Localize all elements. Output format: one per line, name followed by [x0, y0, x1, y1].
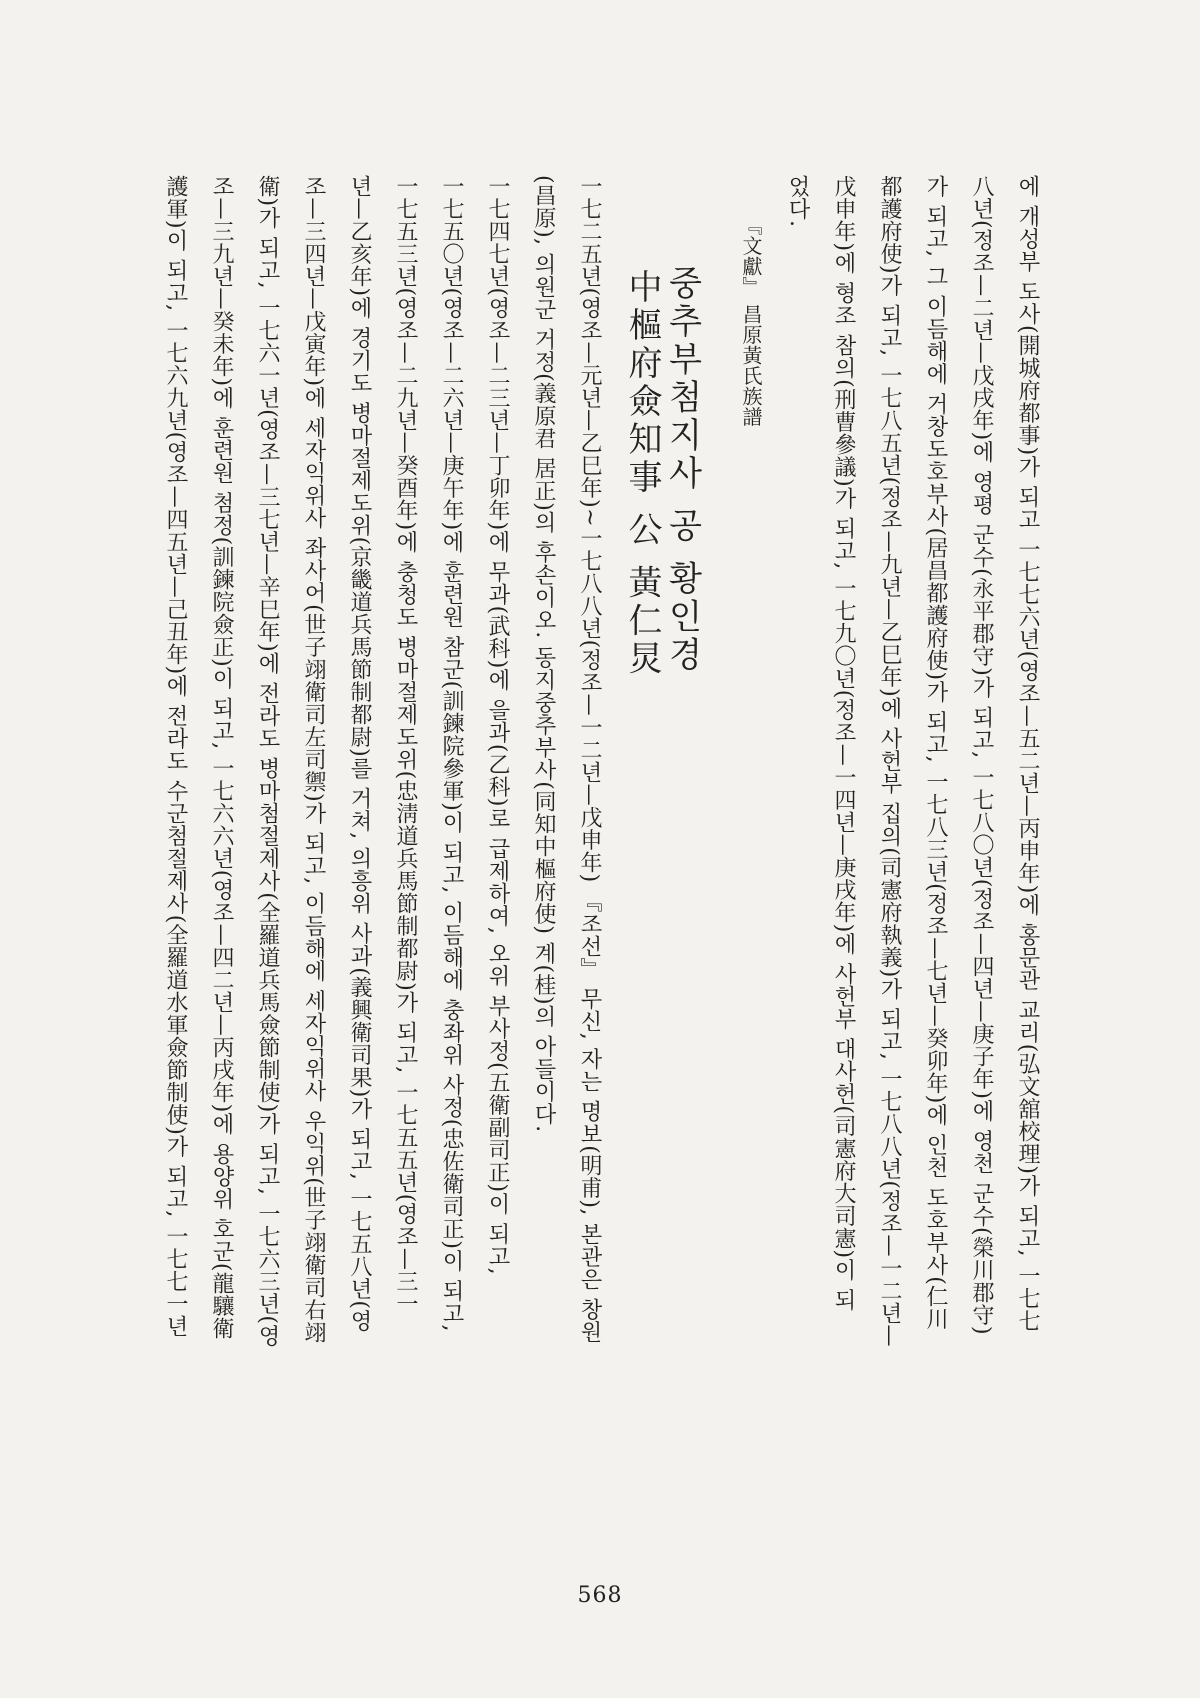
body-line: 一七五〇년(영조—二六년—庚午年)에 훈련원 참군(訓鍊院參軍)이 되고, 이듬해에 충좌위 사정(忠佐衛司正)이 되고,	[439, 175, 464, 1332]
body-line: 년—乙亥年)에 경기도 병마절제도위(京畿道兵馬節制都尉)를 거쳐, 의흥위 사과(義興衛司果)가 되고, 一七五八년(영	[347, 175, 372, 1332]
body-line: 一七五三년(영조—二九년—癸酉年)에 충청도 병마절제도위(忠淸道兵馬節制都尉)가 되고, 一七五五년(영조—三一	[393, 175, 418, 1316]
source-citation: 『文獻』 昌原黃氏族譜	[739, 215, 763, 427]
body-line: (昌原), 의원군 거정(義原君 居正)의 후손이오. 동지중추부사(同知中樞府使) 계(桂)의 아들이다.	[531, 175, 556, 1133]
vertical-text-block	[152, 175, 1050, 1515]
body-line: 가 되고, 그 이듬해에 거창도호부사(居昌都護府使)가 되고, 一七八三년(정조—七년—癸卯年)에 인천 도호부사(仁川	[923, 175, 948, 1331]
page-number: 568	[577, 1583, 623, 1608]
body-line: 에 개성부 도사(開城府都事)가 되고 一七七六년(영조—五二년—丙申年)에 홍문관 교리(弘文舘校理)가 되고, 一七七	[1015, 175, 1040, 1332]
section-title-hanja: 中樞府僉知事 公 黃仁炅	[622, 269, 662, 679]
body-line: 었다.	[785, 175, 810, 228]
body-line: 都護府使)가 되고, 一七八五년(정조—九년—乙巳年)에 사헌부 집의(司憲府執義)가 되고, 一七八八년(정조—一二년—	[877, 175, 902, 1347]
body-line: 衛)가 되고, 一七六一년(영조—三七년—辛巳年)에 전라도 병마첨절제사(全羅道兵馬僉節制使)가 되고, 一七六三년(영	[255, 175, 280, 1347]
body-line: 八년(정조—二년—戊戌年)에 영평 군수(永平郡守)가 되고, 一七八〇년(정조—四년—庚子年)에 영천 군수(榮川郡守)	[969, 175, 994, 1336]
body-line: 戊申年)에 형조 참의(刑曹參議)가 되고, 一七九〇년(정조—一四년—庚戌年)에 사헌부 대사헌(司憲府大司憲)이 되	[831, 175, 856, 1312]
section-title-hangul: 중추부첨지사 공 황인경	[662, 265, 702, 675]
body-line: 一七二五년(영조—元년—乙巳年)~一七八八년(정조—一二년—戊申年) 『조선』 무신, 자는 명보(明甫), 본관은 창원	[577, 175, 602, 1344]
body-line: 조—三九년—癸未年)에 훈련원 첨정(訓鍊院僉正)이 되고, 一七六六년(영조—四二년—丙戌年)에 용양위 호군(龍驤衛	[209, 175, 234, 1340]
section-title	[622, 175, 702, 1515]
body-line: 護軍)이 되고, 一七六九년(영조—四五년—己丑年)에 전라도 수군첨절제사(全羅道水軍僉節制使)가 되고, 一七七一년	[163, 175, 188, 1338]
body-line: 一七四七년(영조—二三년—丁卯年)에 무과(武科)에 을과(乙科)로 급제하여, 오위 부사정(五衛副司正)이 되고,	[485, 175, 510, 1276]
body-line: 조—三四년—戊寅年)에 세자익위사 좌사어(世子翊衛司左司禦)가 되고, 이듬해에 세자익위사 우익위(世子翊衛司右翊	[301, 175, 326, 1344]
